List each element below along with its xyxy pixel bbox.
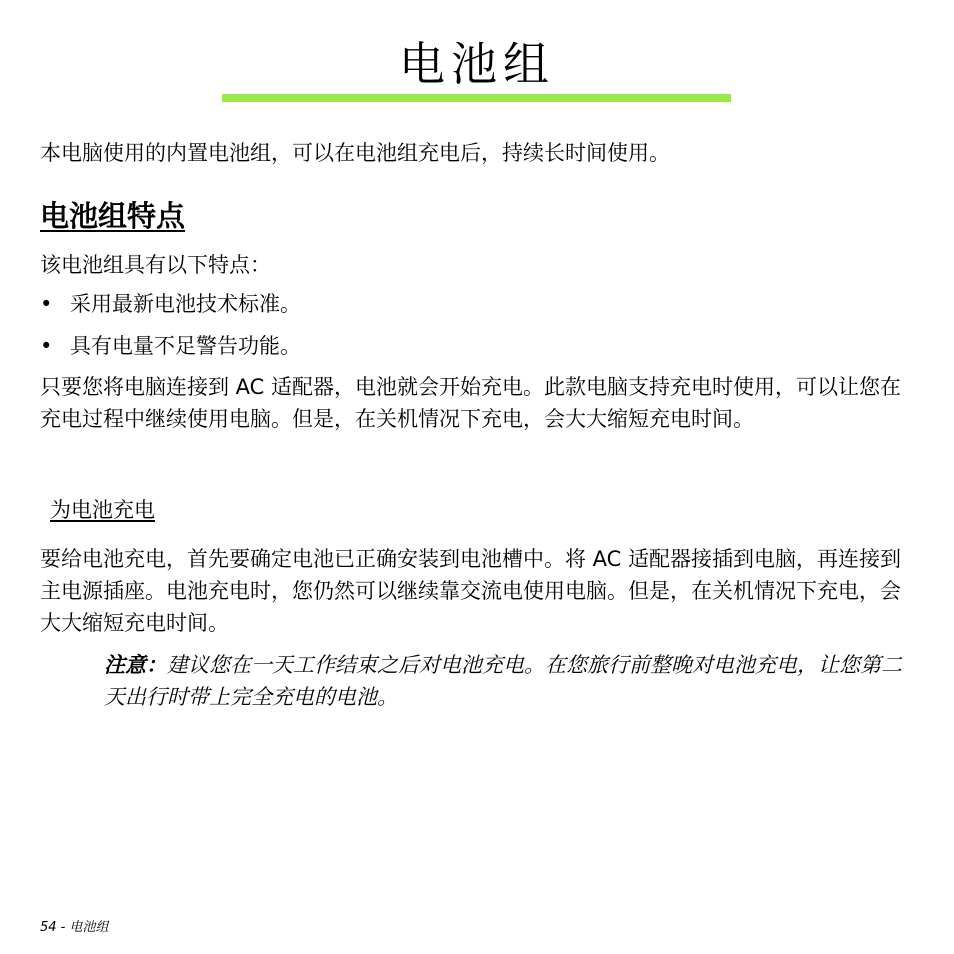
bullet-symbol: •	[40, 292, 53, 316]
page-title: 电池组	[399, 37, 555, 91]
title-underline-bar	[222, 94, 731, 102]
bullet-item	[40, 330, 900, 362]
bullet-symbol: •	[40, 334, 53, 358]
features-lead: 该电池组具有以下特点：	[40, 253, 271, 277]
note-text: 建议您在一天工作结束之后对电池充电。在您旅行前整晚对电池充电，让您第二天出行时带上完全充电的电池。	[104, 653, 902, 709]
intro-paragraph: 本电脑使用的内置电池组，可以在电池组充电后，持续长时间使用。	[40, 141, 670, 165]
charging-heading: 为电池充电	[50, 498, 155, 522]
bullet-text: 采用最新电池技术标准。	[70, 292, 301, 316]
charging-paragraph: 要给电池充电，首先要确定电池已正确安装到电池槽中。将 AC 适配器接插到电脑，再连接到主电源插座。电池充电时，您仍然可以继续靠交流电使用电脑。但是，在关机情况下充电，会大大缩短充电时间。	[40, 547, 902, 635]
page-footer: 54 - 电池组	[40, 920, 109, 935]
note-block	[104, 649, 919, 713]
features-paragraph: 只要您将电脑连接到 AC 适配器，电池就会开始充电。此款电脑支持充电时使用，可以让您在充电过程中继续使用电脑。但是，在关机情况下充电，会大大缩短充电时间。	[40, 375, 902, 431]
features-heading: 电池组特点	[40, 199, 186, 233]
bullet-item	[40, 288, 900, 320]
bullet-text: 具有电量不足警告功能。	[70, 334, 301, 358]
note-label: 注意：	[104, 653, 167, 677]
